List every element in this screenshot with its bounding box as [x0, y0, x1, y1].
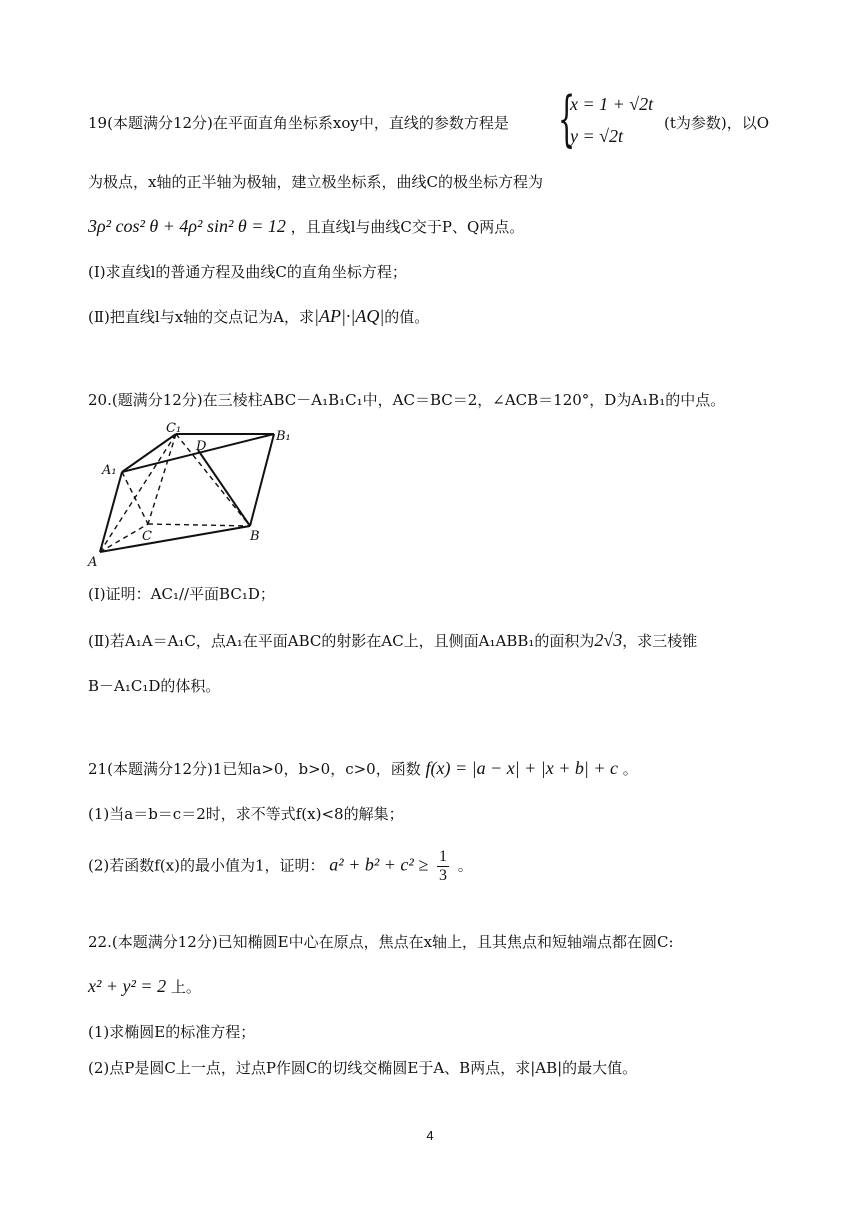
q21-line1-post: 。 — [622, 760, 638, 778]
q22-line1: 22.(本题满分12分)已知椭圆E中心在原点，焦点在x轴上，且其焦点和短轴端点都在圆C: — [88, 933, 674, 951]
q21-part2-math: a² + b² + c² ≥ — [329, 854, 429, 875]
edge-d-b — [198, 450, 250, 526]
edge-c1-b-hidden — [176, 434, 250, 526]
q19-polar-eq: 3ρ² cos² θ + 4ρ² sin² θ = 12 — [88, 216, 286, 236]
q21-frac-den: 3 — [438, 867, 447, 884]
edge-c1-c-hidden — [148, 434, 176, 524]
q19-line2: 为极点，x轴的正半轴为极轴，建立极坐标系，曲线C的极坐标方程为 — [88, 173, 543, 191]
q21-part2 — [88, 848, 473, 885]
q21-fraction — [437, 848, 449, 885]
label-a1: A₁ — [102, 463, 117, 478]
q21-frac-num: 1 — [438, 848, 447, 865]
label-b1: B₁ — [276, 429, 291, 444]
q20-line1: 20.(题满分12分)在三棱柱ABC－A₁B₁C₁中，AC＝BC＝2，∠ACB＝120°，D为A₁B₁的中点。 — [88, 391, 726, 409]
q19-line1 — [88, 113, 509, 133]
q21-line1 — [88, 758, 638, 779]
edge-a1-c1 — [122, 434, 176, 472]
left-brace-icon: { — [558, 84, 576, 154]
label-c1: C₁ — [166, 421, 182, 436]
q20-part2 — [88, 630, 697, 651]
q22-part1: (1)求椭圆E的标准方程； — [88, 1023, 256, 1041]
q20-part2-math: 2√3 — [594, 630, 623, 650]
q19-line1-tail — [664, 113, 769, 133]
edge-c-b-hidden — [148, 524, 250, 526]
label-d: D — [196, 439, 207, 454]
q21-part2-post: 。 — [457, 856, 473, 875]
q22-line2-post: 上。 — [170, 978, 201, 996]
q21-func: f(x) = |a − x| + |x + b| + c — [425, 758, 618, 778]
q22-line2 — [88, 976, 201, 997]
q19-line3-post: ，且直线l与曲线C交于P、Q两点。 — [290, 218, 525, 236]
q19-part2-pre: (Ⅱ)把直线l与x轴的交点记为A，求 — [88, 308, 314, 326]
q20-part1: (Ⅰ)证明：AC₁//平面BC₁D； — [88, 585, 275, 603]
q22-part2: (2)点P是圆C上一点，过点P作圆C的切线交椭圆E于A、B两点，求|AB|的最大值。 — [88, 1059, 638, 1077]
q19-part2-math: |AP|·|AQ| — [314, 306, 385, 326]
q20-part2-post: ，求三棱锥 — [622, 632, 698, 650]
q19-part2 — [88, 306, 429, 327]
edge-a1-a — [100, 472, 122, 552]
q19-param-y: y = √2t — [570, 126, 624, 146]
q19-part2-post: 的值。 — [384, 308, 430, 326]
q19-line1-text: 19(本题满分12分)在平面直角坐标系xoy中，直线的参数方程是 — [88, 114, 509, 132]
q22-circle-eq: x² + y² = 2 — [88, 976, 167, 996]
q19-parametric-system — [558, 84, 658, 158]
q19-line3 — [88, 216, 524, 237]
prism-figure — [86, 420, 296, 570]
q19-param-x: x = 1 + √2t — [570, 94, 654, 114]
edge-b1-b — [250, 434, 274, 526]
q21-part1: (1)当a＝b＝c＝2时，求不等式f(x)<8的解集； — [88, 805, 404, 823]
q20-part2-pre: (Ⅱ)若A₁A＝A₁C，点A₁在平面ABC的射影在AC上，且侧面A₁ABB₁的面积为 — [88, 632, 595, 650]
label-c: C — [142, 529, 152, 544]
page-number: 4 — [426, 1128, 434, 1143]
label-a: A — [88, 555, 98, 570]
q20-part2-line2: B－A₁C₁D的体积。 — [88, 677, 221, 695]
edge-a-c1-hidden — [100, 434, 176, 552]
q19-part1: (Ⅰ)求直线l的普通方程及曲线C的直角坐标方程； — [88, 263, 407, 281]
q19-line1-post: (t为参数)，以O — [664, 114, 770, 132]
label-b: B — [250, 529, 260, 544]
q21-line1-pre: 21(本题满分12分)1已知a>0，b>0，c>0，函数 — [88, 760, 421, 778]
edge-a-b — [100, 526, 250, 552]
q21-part2-pre: (2)若函数f(x)的最小值为1，证明： — [88, 856, 325, 875]
